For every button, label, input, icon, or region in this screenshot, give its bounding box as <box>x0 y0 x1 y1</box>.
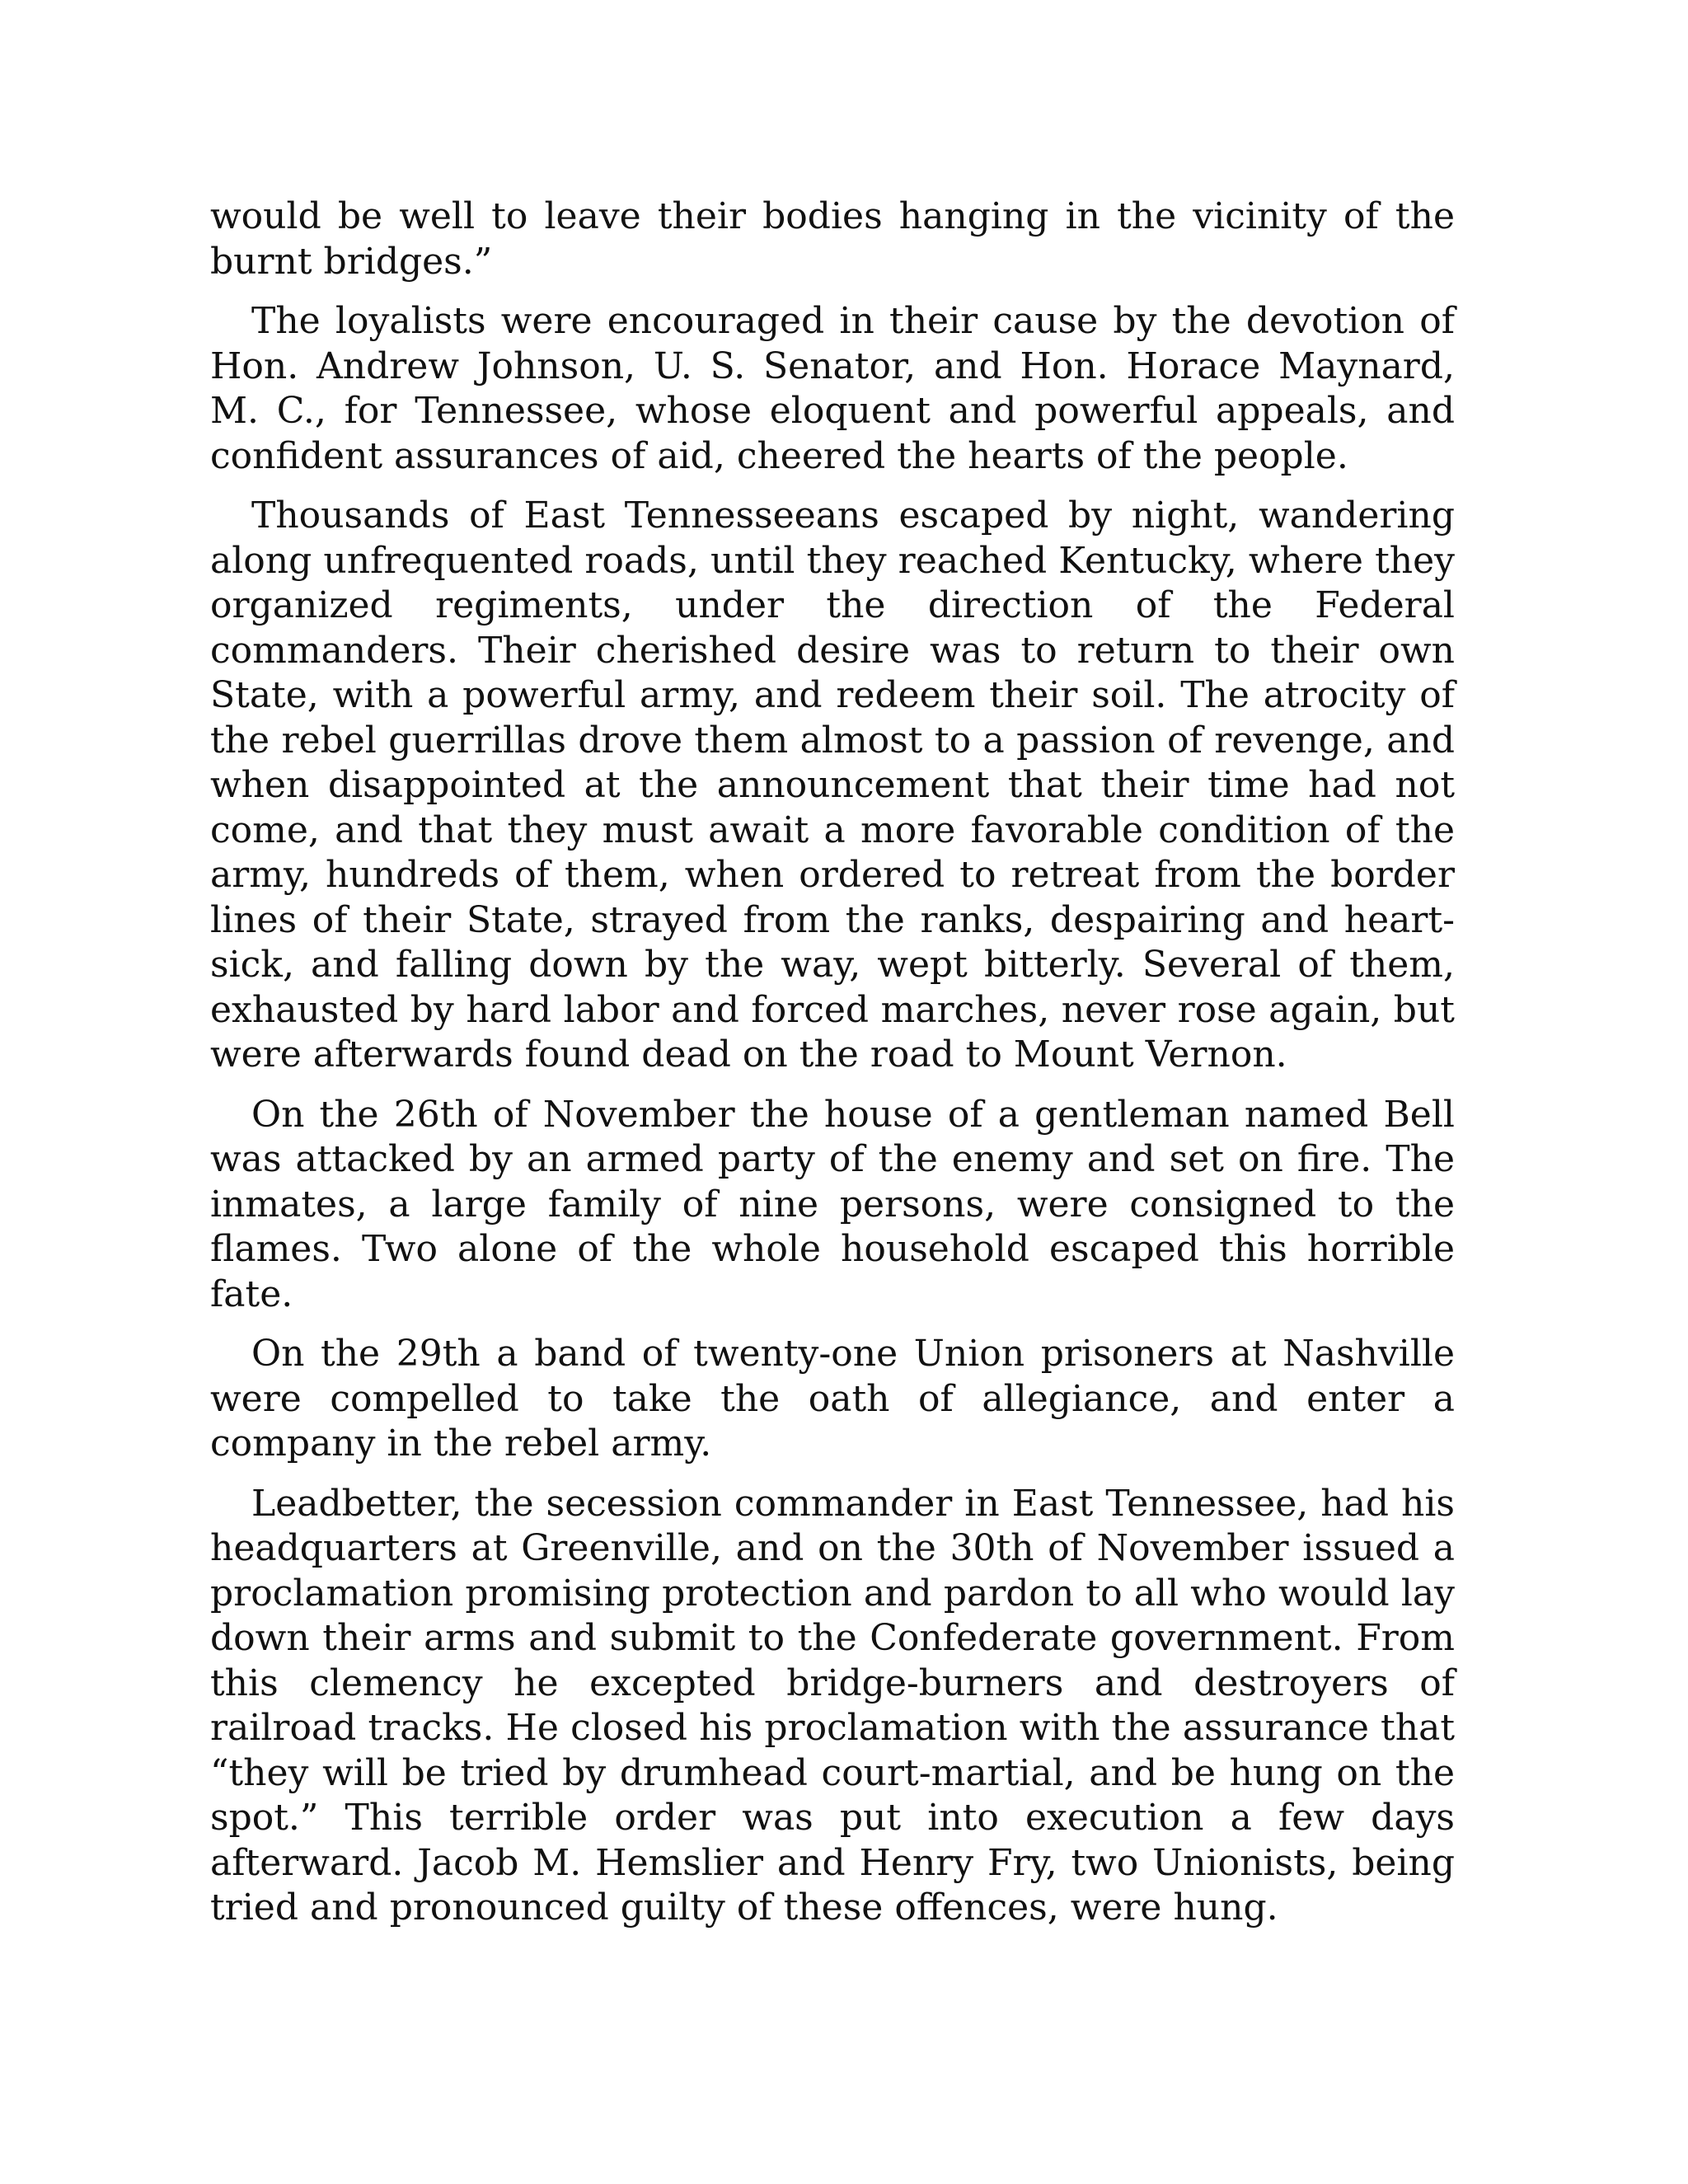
document-text <box>210 194 1455 1946</box>
paragraph-continuation: would be well to leave their bodies hanging in the vicinity of the burnt bridges.” <box>210 195 1455 283</box>
paragraph-november-26: On the 26th of November the house of a gentleman named Bell was attacked by an armed party of the enemy and set on fire. The inmates, a large family of nine persons, were consigned to the flames. Two alone of the whole household escaped this horrible fate. <box>210 1093 1455 1315</box>
paragraph-east-tennesseeans: Thousands of East Tennesseeans escaped by night, wandering along unfrequented roads, until they reached Kentucky, where they organized regiments, under the direction of the Federal commanders. Their cherished desire was to return to their own State, with a powerful army, and redeem their soil. The atrocity of the rebel guerrillas drove them almost to a passion of revenge, and when disappointed at the announcement that their time had not come, and that they must await a more favorable condition of the army, hundreds of them, when ordered to retreat from the border lines of their State, strayed from the ranks, despairing and heart-sick, and falling down by the way, wept bitterly. Several of them, exhausted by hard labor and forced marches, never rose again, but were afterwards found dead on the road to Mount Vernon. <box>210 494 1455 1076</box>
paragraph-november-29: On the 29th a band of twenty-one Union prisoners at Nashville were compelled to take the oath of allegiance, and enter a company in the rebel army. <box>210 1333 1455 1465</box>
paragraph-loyalists: The loyalists were encouraged in their cause by the devotion of Hon. Andrew Johnson, U. S. Senator, and Hon. Horace Maynard, M. C., for Tennessee, whose eloquent and powerful appeals, and confident assurances of aid, cheered the hearts of the people. <box>210 300 1455 477</box>
paragraph-leadbetter: Leadbetter, the secession commander in East Tennessee, had his headquarters at Greenville, and on the 30th of November issued a proclamation promising protection and pardon to all who would lay down their arms and submit to the Confederate government. From this clemency he excepted bridge-burners and destroyers of railroad tracks. He closed his proclamation with the assurance that “they will be tried by drumhead court-martial, and be hung on the spot.” This terrible order was put into execution a few days afterward. Jacob M. Hemslier and Henry Fry, two Unionists, being tried and pronounced guilty of these offences, were hung. <box>210 1482 1455 1929</box>
